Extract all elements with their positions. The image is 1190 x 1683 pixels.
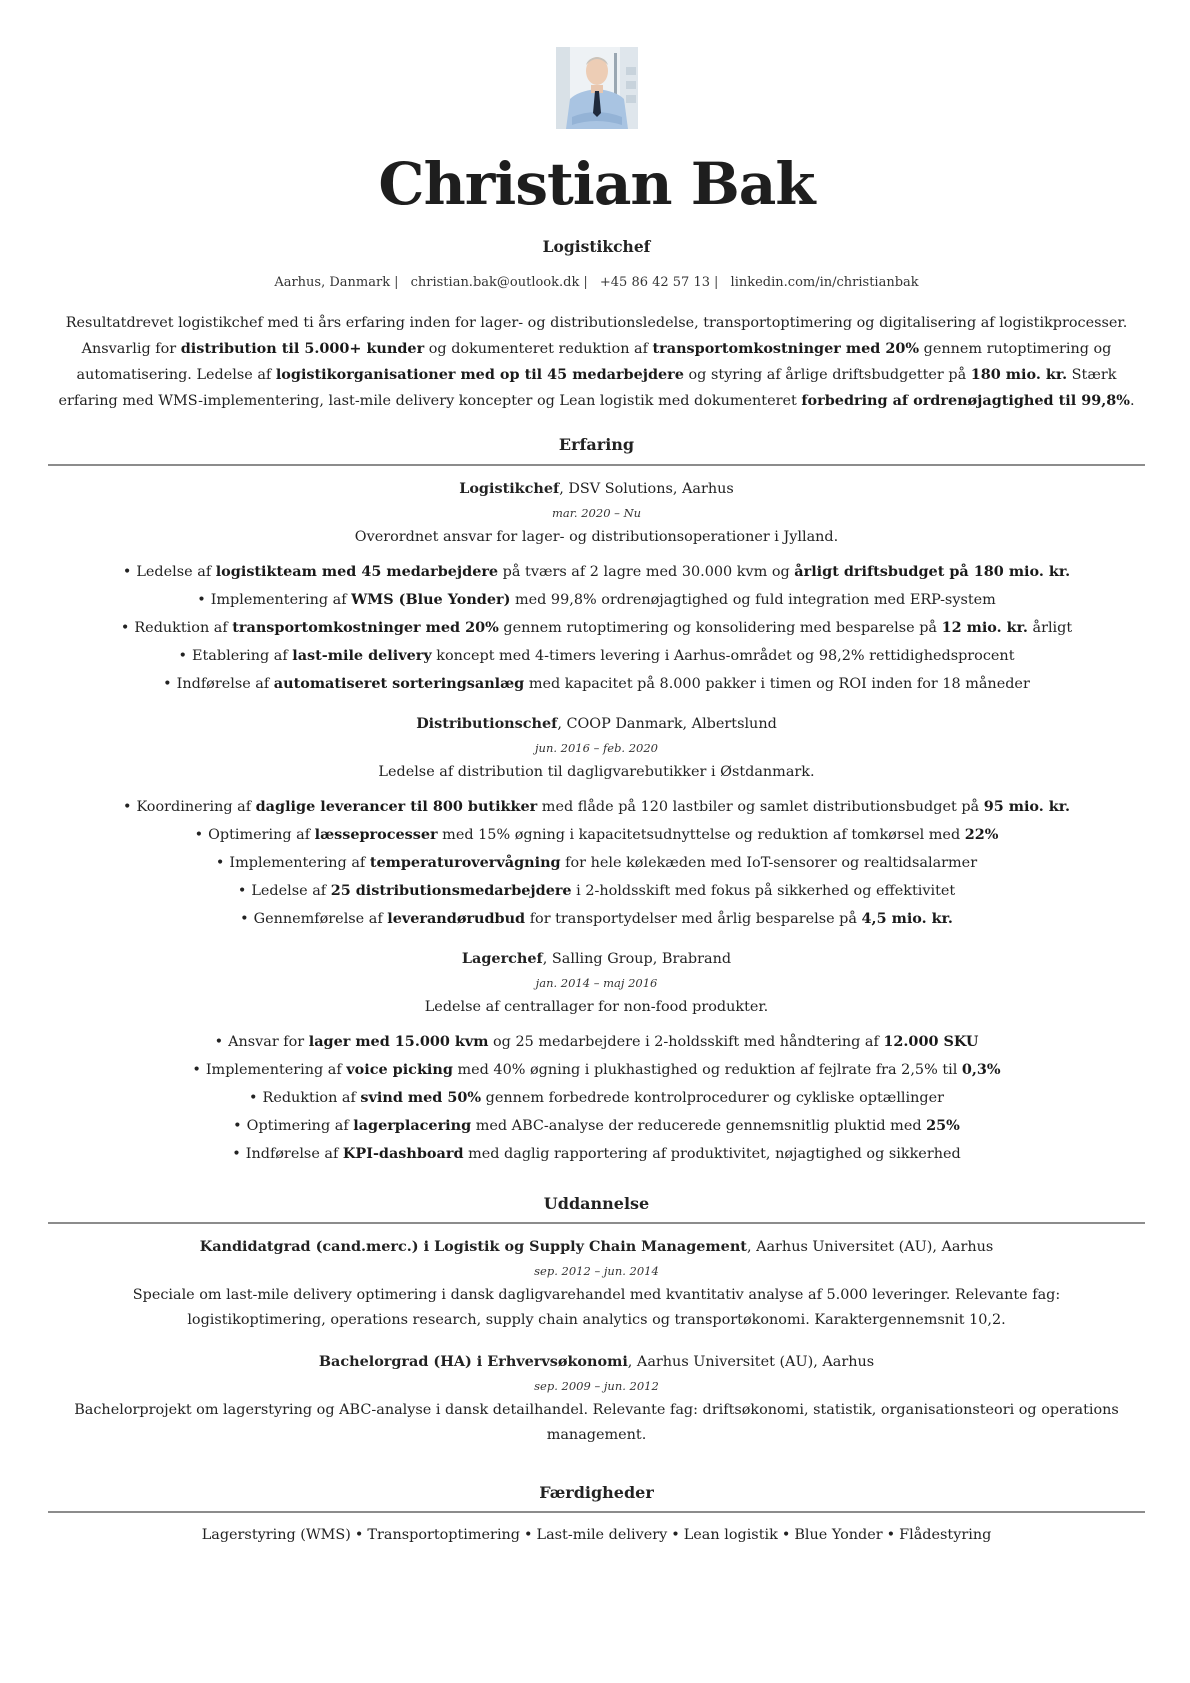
bullet-item [48,642,1145,670]
job-role: Lagerchef [461,950,543,967]
highlight-text: 25 distributionsmedarbejdere [330,882,572,899]
highlight-text: 180 mio. kr. [970,366,1068,383]
highlight-text: læsseprocesser [314,826,438,843]
text: og styring af årlige driftsbudgetter på [683,367,971,383]
bullet-item [48,905,1145,933]
bullet-item [48,586,1145,614]
text: årligt [1027,620,1073,636]
job-description: Overordnet ansvar for lager- og distributionsoperationer i Jylland. [354,529,839,545]
text: for transportydelser med årlig besparelse på [525,911,862,927]
separator: | [583,275,588,290]
highlight-text: lager med 15.000 kvm [308,1033,489,1050]
bullet-icon: • [120,620,130,636]
bullet-item [48,1112,1145,1140]
job-dates: jan. 2014 – maj 2016 [535,976,658,990]
bullet-icon: • [237,883,247,899]
text: gennem rutoptimering og konsolidering med besparelse på [498,620,942,636]
text: Ledelse af [251,883,331,899]
candidate-name: Christian Bak [378,150,815,218]
bullet-icon: • [215,855,225,871]
bullet-icon: • [240,911,249,927]
school: , Aarhus Universitet (AU), Aarhus [746,1239,994,1255]
skills-list [48,1524,1145,1546]
bullet-icon: • [194,827,204,843]
bullet-item [48,1084,1145,1112]
text: på tværs af 2 lagre med 30.000 kvm og [498,564,795,580]
education-description: Speciale om last-mile delivery optimering i dansk dagligvarehandel med kvantitativ analyse af 5.000 leveringer. Relevante fag: logistikoptimering, operations research, supply chain analytics og transportøkonomi. Karaktergennemsnit 10,2. [132,1287,1061,1328]
section-title-education: Uddannelse [543,1194,650,1213]
bullet-item [48,849,1145,877]
text: Implementering af [210,592,352,608]
text: Reduktion af [262,1090,361,1106]
job-dates: jun. 2016 – feb. 2020 [534,741,659,755]
profile-photo [556,47,638,129]
highlight-text: leverandørudbud [387,910,526,927]
text: med 40% øgning i plukhastighed og reduktion af fejlrate fra 2,5% til [452,1062,962,1078]
highlight-text: 22% [964,826,999,843]
education-description: Bachelorprojekt om lagerstyring og ABC-analyse i dansk detailhandel. Relevante fag: driftsøkonomi, statistik, organisationsteori og operations management. [74,1402,1119,1443]
text: Etablering af [192,648,293,664]
skill-item: Lagerstyring (WMS) [201,1527,351,1543]
section-title-experience: Erfaring [558,435,635,454]
text: Indførelse af [245,1146,343,1162]
text: Reduktion af [134,620,233,636]
bullet-icon: • [781,1527,791,1543]
text: med 15% øgning i kapacitetsudnyttelse og reduktion af tomkørsel med [437,827,965,843]
job-role: Distributionschef [416,715,558,732]
job-entry [48,713,1145,933]
text: for hele kølekæden med IoT-sensorer og realtidsalarmer [560,855,978,871]
text: med flåde på 120 lastbiler og samlet distributionsbudget på [537,799,984,815]
highlight-text: automatiseret sorteringsanlæg [273,675,525,692]
text: Stærk erfaring med WMS-implementering, last-mile delivery koncepter og Lean logistik med dokumenteret [58,367,1117,409]
degree: Kandidatgrad (cand.merc.) i Logistik og Supply Chain Management [199,1238,747,1255]
bullet-item [48,558,1145,586]
section-divider [48,1222,1145,1224]
education-dates: sep. 2012 – jun. 2014 [534,1264,659,1278]
text: med daglig rapportering af produktivitet, nøjagtighed og sikkerhed [463,1146,961,1162]
education-entry [48,1236,1145,1333]
job-description: Ledelse af centrallager for non-food produkter. [424,999,769,1015]
bullet-icon: • [214,1034,224,1050]
highlight-text: 12.000 SKU [883,1033,979,1050]
bullet-icon: • [354,1527,364,1543]
job-heading [48,948,1145,970]
education-dates: sep. 2009 – jun. 2012 [534,1379,659,1393]
contact-line [48,273,1145,293]
separator: | [394,275,399,290]
highlight-text: årligt driftsbudget på 180 mio. kr. [794,563,1071,580]
education-entry [48,1351,1145,1448]
highlight-text: transportomkostninger med 20% [232,619,499,636]
text: med kapacitet på 8.000 pakker i timen og ROI inden for 18 måneder [524,676,1030,692]
highlight-text: last-mile delivery [292,647,432,664]
job-entry [48,948,1145,1168]
text: Ansvar for [228,1034,309,1050]
highlight-text: 95 mio. kr. [983,798,1071,815]
text: Implementering af [229,855,370,871]
skill-item: Lean logistik [683,1527,778,1543]
highlight-text: svind med 50% [360,1089,482,1106]
highlight-text: 12 mio. kr. [941,619,1028,636]
school: , Aarhus Universitet (AU), Aarhus [627,1354,875,1370]
highlight-text: voice picking [346,1061,453,1078]
bullet-icon: • [671,1527,680,1543]
text: Ledelse af [136,564,216,580]
bullet-item [48,670,1145,698]
bullet-icon: • [178,648,188,664]
text: med ABC-analyse der reducerede gennemsnitlig pluktid med [471,1118,927,1134]
text: Optimering af [246,1118,354,1134]
skill-item: Flådestyring [899,1527,992,1543]
highlight-text: 4,5 mio. kr. [861,910,953,927]
job-bullets [48,793,1145,933]
text: og 25 medarbejdere i 2-holdsskift med håndtering af [488,1034,884,1050]
text: Koordinering af [136,799,256,815]
job-description: Ledelse af distribution til dagligvarebutikker i Østdanmark. [378,764,815,780]
text: Implementering af [205,1062,347,1078]
text: med 99,8% ordrenøjagtighed og fuld integration med ERP-system [510,592,996,608]
text: gennem rutoptimering og automatisering. Ledelse af [76,341,1112,383]
bullet-item [48,877,1145,905]
highlight-text: lagerplacering [353,1117,472,1134]
contact-location: Aarhus, Danmark [274,275,391,290]
bullet-icon: • [233,1118,242,1134]
education-heading [48,1351,1145,1373]
bullet-item [48,821,1145,849]
bullet-item [48,1028,1145,1056]
highlight-text: KPI-dashboard [342,1145,464,1162]
job-entry [48,478,1145,698]
text: Optimering af [208,827,315,843]
job-company: , COOP Danmark, Albertslund [557,716,777,732]
highlight-text: logistikorganisationer med op til 45 medarbejdere [275,366,684,383]
person-photo-icon [556,47,638,129]
bullet-item [48,1140,1145,1168]
bullet-icon: • [197,592,206,608]
text: Resultatdrevet logistikchef med ti års erfaring inden for lager- og distributionsledelse, transportoptimering og digitalisering af logistikprocesser. Ansvarlig for [65,315,1128,357]
text: i 2-holdsskift med fokus på sikkerhed og effektivitet [571,883,956,899]
section-divider [48,464,1145,466]
job-bullets [48,558,1145,698]
bullet-icon: • [122,564,132,580]
skill-item: Blue Yonder [794,1527,883,1543]
degree: Bachelorgrad (HA) i Erhvervsøkonomi [318,1353,628,1370]
skill-item: Transportoptimering [367,1527,521,1543]
text: Gennemførelse af [253,911,388,927]
highlight-text: forbedring af ordrenøjagtighed til 99,8% [801,392,1130,409]
job-role: Logistikchef [459,480,560,497]
highlight-text: daglige leverancer til 800 butikker [255,798,538,815]
text: gennem forbedrede kontrolprocedurer og cykliske optællinger [481,1090,944,1106]
text: . [1129,393,1135,409]
bullet-icon: • [524,1527,533,1543]
text: og dokumenteret reduktion af [424,341,653,357]
job-heading [48,713,1145,735]
bullet-icon: • [248,1090,258,1106]
separator: | [714,275,719,290]
highlight-text: logistikteam med 45 medarbejdere [215,563,499,580]
skill-item: Last-mile delivery [536,1527,668,1543]
job-bullets [48,1028,1145,1168]
contact-phone[interactable]: +45 86 42 57 13 [599,275,711,290]
highlight-text: distribution til 5.000+ kunder [180,340,425,357]
bullet-icon: • [163,676,172,692]
contact-linkedin[interactable]: linkedin.com/in/christianbak [730,275,919,290]
job-company: , Salling Group, Brabrand [542,951,732,967]
bullet-item [48,614,1145,642]
job-heading [48,478,1145,500]
highlight-text: 25% [926,1117,960,1134]
highlight-text: 0,3% [961,1061,1001,1078]
bullet-item [48,793,1145,821]
job-company: , DSV Solutions, Aarhus [559,481,734,497]
text: Indførelse af [176,676,274,692]
section-divider [48,1511,1145,1513]
bullet-icon: • [886,1527,896,1543]
bullet-icon: • [192,1062,201,1078]
headline: Logistikchef [542,237,651,256]
job-dates: mar. 2020 – Nu [551,506,642,520]
highlight-text: WMS (Blue Yonder) [351,591,511,608]
highlight-text: transportomkostninger med 20% [652,340,920,357]
text: koncept med 4-timers levering i Aarhus-området og 98,2% rettidighedsprocent [431,648,1015,664]
contact-email[interactable]: christian.bak@outlook.dk [410,275,580,290]
bullet-icon: • [122,799,132,815]
summary [48,311,1145,414]
bullet-icon: • [232,1146,241,1162]
education-heading [48,1236,1145,1258]
bullet-item [48,1056,1145,1084]
section-title-skills: Færdigheder [539,1483,654,1502]
highlight-text: temperaturovervågning [369,854,561,871]
